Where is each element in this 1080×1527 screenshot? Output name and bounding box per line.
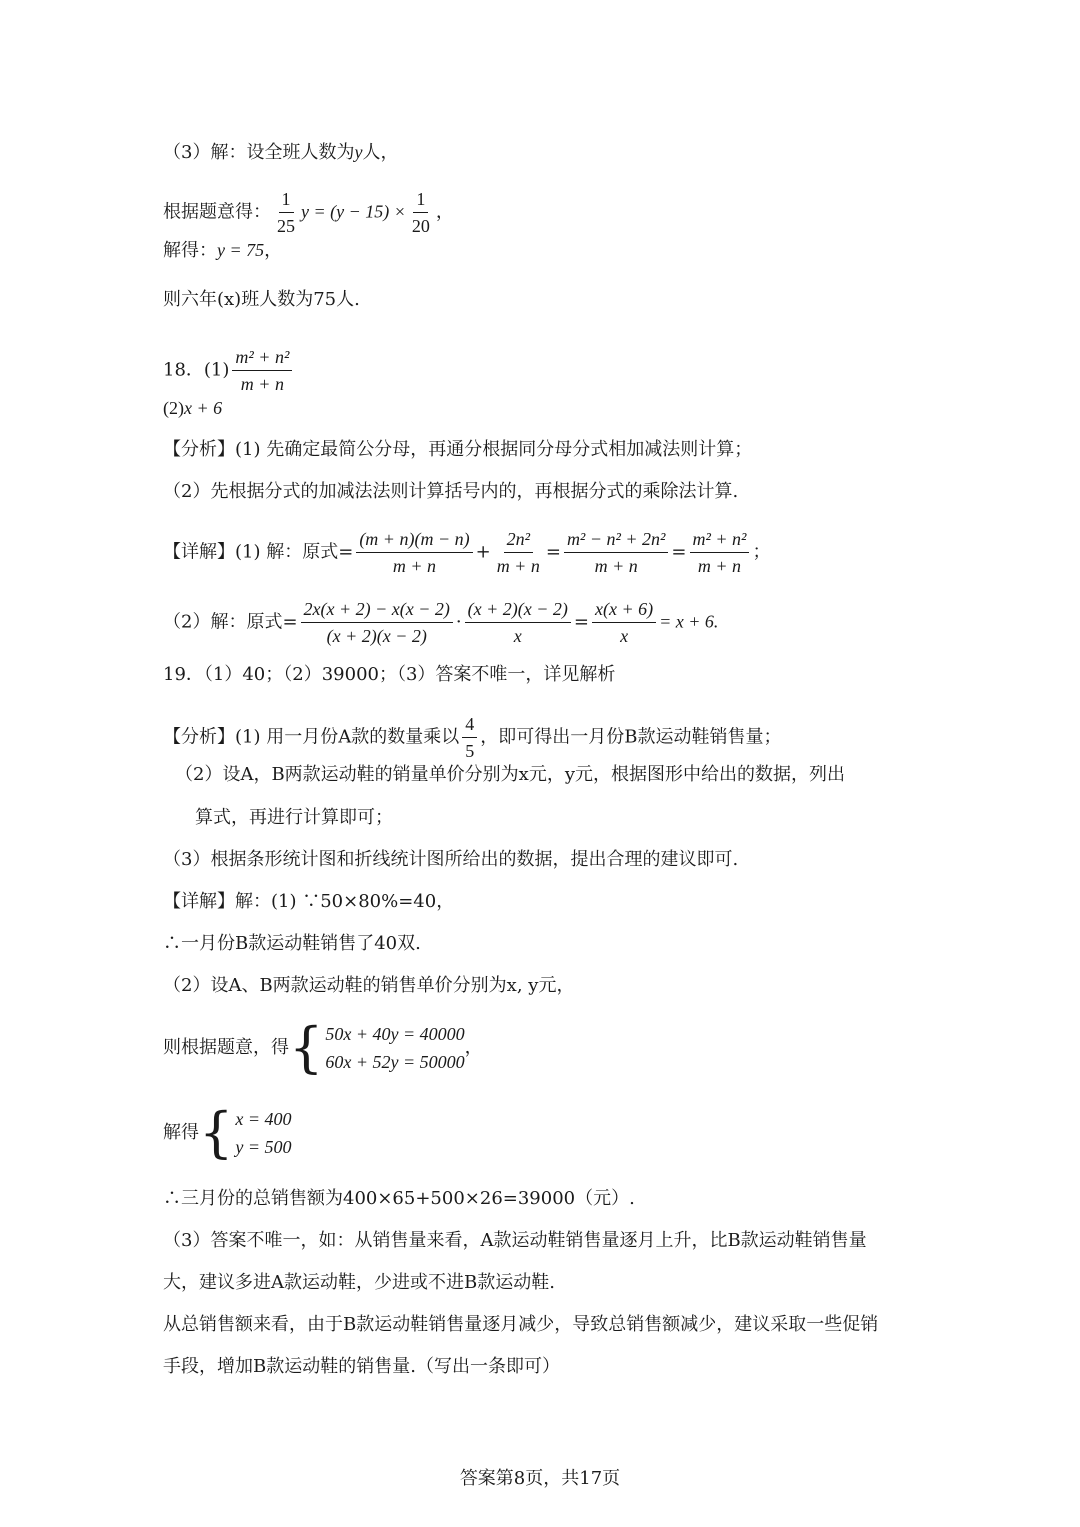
part3-conclusion: 则六年(x)班人数为75人.: [163, 289, 360, 310]
part3-heading: （3）解：设全班人数为y人，: [163, 142, 399, 163]
q18-detail-1: 【详解】(1) 解：原式= $\frac{(m + n)(m - n)}{m + n}$ + $\frac{\text{2n²}}{m + n}$ = $\frac{\text{m² − n² + 2n²}}{m + n}$ = $\frac{\text{m² + n²}}{m + n}$ ；: [163, 529, 771, 576]
q19-detail-1: 【详解】解：(1) ∵50×80%=40，: [163, 891, 455, 912]
q19-analysis-1: 【分析】(1) 用一月份A款的数量乘以 $\frac{4}{5}$ ，即可得出一月份B款运动鞋销售量；: [163, 714, 782, 761]
q18-detail-2: （2）解：原式= $\frac{2x(x + 2) - x(x - 2)}{(x + 2)(x - 2)}$ · $\frac{(x + 2)(x - 2)}{x}$ = $\frac{x(x + 6)}{x}$ = x + 6.: [163, 599, 719, 646]
q19-part3-line4: 手段，增加B款运动鞋的销售量.（写出一条即可）: [163, 1356, 560, 1377]
q19-total: ∴三月份的总销售额为400×65+500×26=39000（元）.: [163, 1188, 635, 1209]
q19-analysis-2b: 算式，再进行计算即可；: [195, 807, 393, 828]
q18-answer-1: 18．(1) $\frac{\text{m² + n²}}{m + n}$: [163, 346, 295, 395]
page-footer: 答案第8页，共17页: [459, 1468, 621, 1489]
fraction: $\frac{(x + 2)(x - 2)}{x}$: [465, 598, 571, 647]
fraction: $\frac{\text{m² + n²}}{m + n}$: [690, 528, 750, 577]
equation-system: { x = 400 y = 500: [199, 1101, 292, 1164]
fraction: $\frac{(m + n)(m - n)}{m + n}$: [356, 528, 472, 577]
q19-detail-2: （2）设A、B两款运动鞋的销售单价分别为x, y元，: [163, 975, 575, 996]
q19-part3-line1: （3）答案不唯一，如：从销售量来看，A款运动鞋销售量逐月上升，比B款运动鞋销售量: [163, 1230, 867, 1251]
brace-icon: {: [289, 1016, 324, 1079]
q18-analysis-2: （2）先根据分式的加减法法则计算括号内的，再根据分式的乘除法计算.: [163, 481, 739, 502]
part3-equation: 根据题意得： $\frac{1}{25}$ y = (y − 15) × $\frac{1}{20}$ ，: [163, 189, 454, 236]
fraction: $\frac{1}{20}$: [411, 189, 430, 236]
q19-analysis-3: （3）根据条形统计图和折线统计图所给出的数据，提出合理的建议即可.: [163, 849, 739, 870]
fraction: $\frac{x(x + 6)}{x}$: [592, 598, 656, 647]
fraction: $\frac{4}{5}$: [462, 713, 477, 762]
fraction: $\frac{2x(x + 2) - x(x - 2)}{(x + 2)(x - 2)}$: [301, 598, 453, 647]
equation-system: { 50x + 40y = 40000 60x + 52y = 50000: [289, 1016, 465, 1079]
q19-detail-1-conclusion: ∴一月份B款运动鞋销售了40双.: [163, 933, 421, 954]
q19-part3-line3: 从总销售额来看，由于B款运动鞋销售量逐月减少，导致总销售额减少，建议采取一些促销: [163, 1314, 879, 1335]
fraction: $\frac{\text{m² − n² + 2n²}}{m + n}$: [564, 528, 668, 577]
brace-icon: {: [199, 1101, 234, 1164]
q18-analysis-1: 【分析】(1) 先确定最简公分母，再通分根据同分母分式相加减法则计算；: [163, 439, 753, 460]
fraction: $\frac{\text{2n²}}{m + n}$: [496, 529, 540, 576]
q19-answers: 19．（1）40；（2）39000；（3）答案不唯一，详见解析: [163, 664, 616, 685]
fraction: $\frac{\text{m² + n²}}{m + n}$: [232, 346, 292, 395]
q19-system: 则根据题意，得 { 50x + 40y = 40000 60x + 52y = 50000 ，: [163, 1016, 483, 1079]
q18-answer-2: (2)x + 6: [163, 398, 223, 418]
q19-analysis-2a: （2）设A，B两款运动鞋的销量单价分别为x元，y元，根据图形中给出的数据，列出: [175, 764, 845, 785]
q19-solution: 解得 { x = 400 y = 500: [163, 1101, 292, 1164]
q19-part3-line2: 大，建议多进A款运动鞋，少进或不进B款运动鞋.: [163, 1272, 555, 1293]
fraction: $\frac{1}{25}$: [277, 189, 295, 236]
part3-solve: 解得：y = 75，: [163, 240, 283, 261]
